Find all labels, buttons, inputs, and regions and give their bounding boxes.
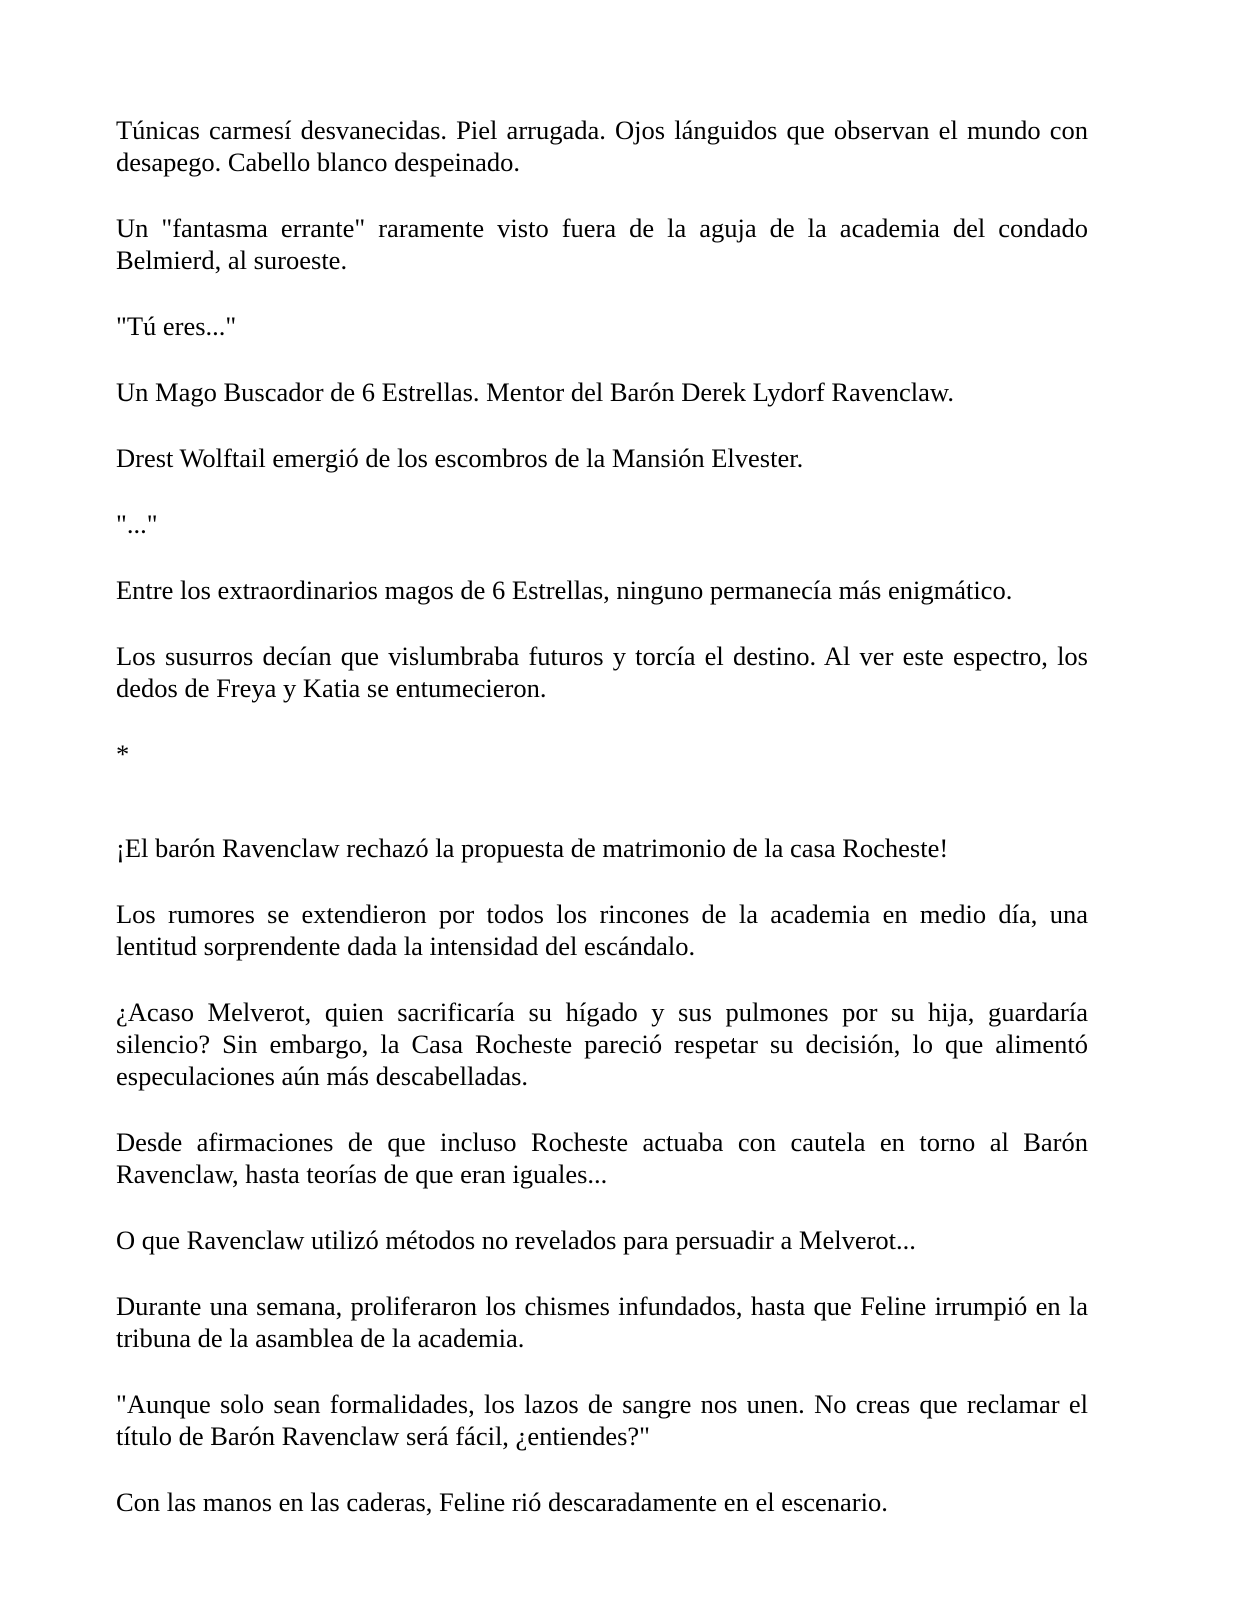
paragraph: "Tú eres..."	[116, 311, 237, 341]
paragraph: Desde afirmaciones de que incluso Rocheste actuaba con cautela en torno al Barón Ravenclaw, hasta teorías de que eran iguales...	[116, 1127, 1088, 1189]
paragraph: Un "fantasma errante" raramente visto fuera de la aguja de la academia del condado Belmierd, al suroeste.	[116, 213, 1088, 275]
paragraph: ¿Acaso Melverot, quien sacrificaría su hígado y sus pulmones por su hija, guardaría silencio? Sin embargo, la Casa Rocheste pareció respetar su decisión, lo que alimentó especulaciones aún más descabelladas.	[116, 997, 1088, 1091]
paragraph: Entre los extraordinarios magos de 6 Estrellas, ninguno permanecía más enigmático.	[116, 575, 1013, 605]
paragraph: Túnicas carmesí desvanecidas. Piel arrugada. Ojos lánguidos que observan el mundo con desapego. Cabello blanco despeinado.	[116, 115, 1088, 177]
paragraph: Durante una semana, proliferaron los chismes infundados, hasta que Feline irrumpió en la tribuna de la asamblea de la academia.	[116, 1291, 1088, 1353]
paragraph: Con las manos en las caderas, Feline rió descaradamente en el escenario.	[116, 1487, 888, 1517]
paragraph: Un Mago Buscador de 6 Estrellas. Mentor del Barón Derek Lydorf Ravenclaw.	[116, 377, 954, 407]
paragraph: Los rumores se extendieron por todos los rincones de la academia en medio día, una lentitud sorprendente dada la intensidad del escándalo.	[116, 899, 1088, 961]
document-page	[116, 114, 1088, 1552]
paragraph: Los susurros decían que vislumbraba futuros y torcía el destino. Al ver este espectro, los dedos de Freya y Katia se entumecieron.	[116, 641, 1088, 703]
paragraph: Drest Wolftail emergió de los escombros de la Mansión Elvester.	[116, 443, 804, 473]
paragraph: ¡El barón Ravenclaw rechazó la propuesta de matrimonio de la casa Rocheste!	[116, 833, 949, 863]
section-separator: *	[116, 739, 130, 769]
paragraph: "..."	[116, 509, 158, 539]
paragraph: O que Ravenclaw utilizó métodos no revelados para persuadir a Melverot...	[116, 1225, 916, 1255]
paragraph: "Aunque solo sean formalidades, los lazos de sangre nos unen. No creas que reclamar el título de Barón Ravenclaw será fácil, ¿entiendes?"	[116, 1389, 1088, 1451]
